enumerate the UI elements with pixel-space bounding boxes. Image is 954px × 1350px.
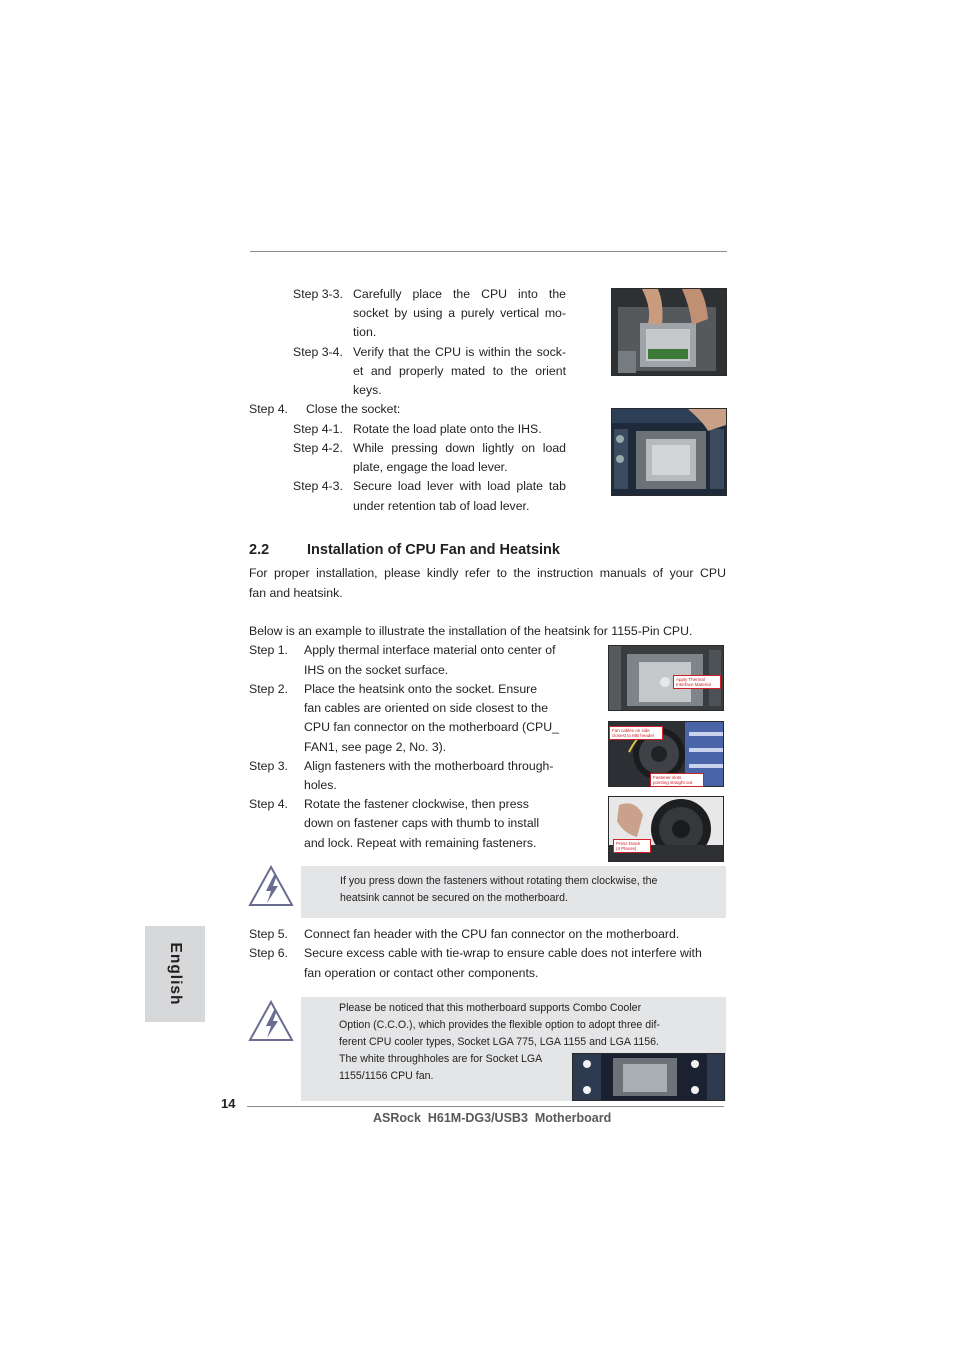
callout-press-line: (4 Places) (616, 846, 637, 851)
step-4-title: Close the socket: (306, 402, 401, 416)
step-4-3-line: Secure load lever with load plate tab (353, 479, 566, 493)
callout-press (613, 839, 651, 853)
cpu-placement-photo (611, 288, 727, 376)
fan-step-2-line: CPU fan connector on the motherboard (CPU_ (304, 720, 559, 734)
fan-step-4-line: and lock. Repeat with remaining fasteners. (304, 836, 537, 850)
combo-cooler-photo (572, 1053, 725, 1101)
step-3-3-line: tion. (353, 325, 377, 339)
callout-thermal-line: Apply Thermal (676, 677, 705, 682)
step-4-3-label: Step 4-3. (293, 479, 343, 493)
fan-step-6-line: fan operation or contact other components. (304, 966, 539, 980)
fan-step-3-line: holes. (304, 778, 337, 792)
step-3-4-line: et and properly mated to the orient (353, 364, 566, 378)
note-1-line: heatsink cannot be secured on the motherboard. (340, 892, 568, 904)
callout-press-line: Press Down (616, 841, 641, 846)
socket-close-photo (611, 408, 727, 496)
fan-step-3-line: Align fasteners with the motherboard through- (304, 759, 554, 773)
note-2-line: ferent CPU cooler types, Socket LGA 775, LGA 1155 and LGA 1156. (339, 1036, 659, 1048)
step-4-label: Step 4. (249, 402, 288, 416)
footer-rule (247, 1106, 724, 1107)
header-rule (250, 251, 727, 252)
callout-cables-line: closest to MB header (612, 733, 655, 738)
fan-step-2-line: fan cables are oriented on side closest to the (304, 701, 549, 715)
section-intro: fan and heatsink. (249, 586, 343, 600)
fan-step-5-line: Connect fan header with the CPU fan connector on the motherboard. (304, 927, 680, 941)
step-3-3-label: Step 3-3. (293, 287, 343, 301)
step-4-2-line: While pressing down lightly on load (353, 441, 566, 455)
step-4-1-line: Rotate the load plate onto the IHS. (353, 422, 542, 436)
fan-step-5-label: Step 5. (249, 927, 288, 941)
fan-step-4-line: down on fastener caps with thumb to install (304, 816, 540, 830)
step-4-3-line: under retention tab of load lever. (353, 499, 530, 513)
fan-step-2-line: Place the heatsink onto the socket. Ensure (304, 682, 538, 696)
callout-cables-line: Fan cables on side (612, 728, 650, 733)
callout-thermal-line: Interface Material (676, 682, 711, 687)
section-number: 2.2 (249, 542, 270, 558)
fan-step-4-line: Rotate the fastener clockwise, then press (304, 797, 529, 811)
step-4-2-line: plate, engage the load lever. (353, 460, 508, 474)
warning-triangle-icon (248, 1000, 294, 1042)
fan-step-2-label: Step 2. (249, 682, 288, 696)
note-2-line: The white throughholes are for Socket LGA (339, 1053, 543, 1065)
callout-fastener (650, 773, 704, 787)
note-1-line: If you press down the fasteners without rotating them clockwise, the (340, 875, 658, 887)
note-2-line: Option (C.C.O.), which provides the flexible option to adopt three dif- (339, 1019, 660, 1031)
step-3-4-label: Step 3-4. (293, 345, 343, 359)
footer-product: ASRock H61M-DG3/USB3 Motherboard (373, 1111, 612, 1125)
fan-step-1-label: Step 1. (249, 643, 288, 657)
fan-step-6-line: Secure excess cable with tie-wrap to ensure cable does not interfere with (304, 946, 702, 960)
fan-step-3-label: Step 3. (249, 759, 288, 773)
page-number: 14 (221, 1096, 236, 1111)
fan-step-4-label: Step 4. (249, 797, 288, 811)
section-title: Installation of CPU Fan and Heatsink (307, 542, 560, 558)
callout-fastener-line: pointing straight out (653, 780, 693, 785)
step-4-1-label: Step 4-1. (293, 422, 343, 436)
language-tab (145, 926, 205, 1022)
fan-step-6-label: Step 6. (249, 946, 288, 960)
callout-fastener-line: Fastener slots (653, 775, 682, 780)
step-3-4-line: keys. (353, 383, 382, 397)
warning-triangle-icon (248, 865, 294, 907)
language-tab-label: English (167, 942, 184, 1006)
note-2-line: 1155/1156 CPU fan. (339, 1070, 434, 1082)
callout-cables (609, 726, 663, 740)
fan-step-1-line: IHS on the socket surface. (304, 663, 449, 677)
section-intro: For proper installation, please kindly refer to the instruction manuals of your CPU (249, 566, 726, 580)
step-3-3-line: socket by using a purely vertical mo- (353, 306, 566, 320)
step-3-3-line: Carefully place the CPU into the (353, 287, 566, 301)
step-3-4-line: Verify that the CPU is within the sock- (353, 345, 566, 359)
step-4-2-label: Step 4-2. (293, 441, 343, 455)
fan-step-2-line: FAN1, see page 2, No. 3). (304, 740, 447, 754)
note-box-1 (301, 866, 726, 918)
callout-thermal (673, 675, 721, 689)
fan-step-1-line: Apply thermal interface material onto center of (304, 643, 556, 657)
note-2-line: Please be noticed that this motherboard supports Combo Cooler (339, 1002, 642, 1014)
section-example: Below is an example to illustrate the installation of the heatsink for 1155-Pin CPU. (249, 624, 693, 638)
